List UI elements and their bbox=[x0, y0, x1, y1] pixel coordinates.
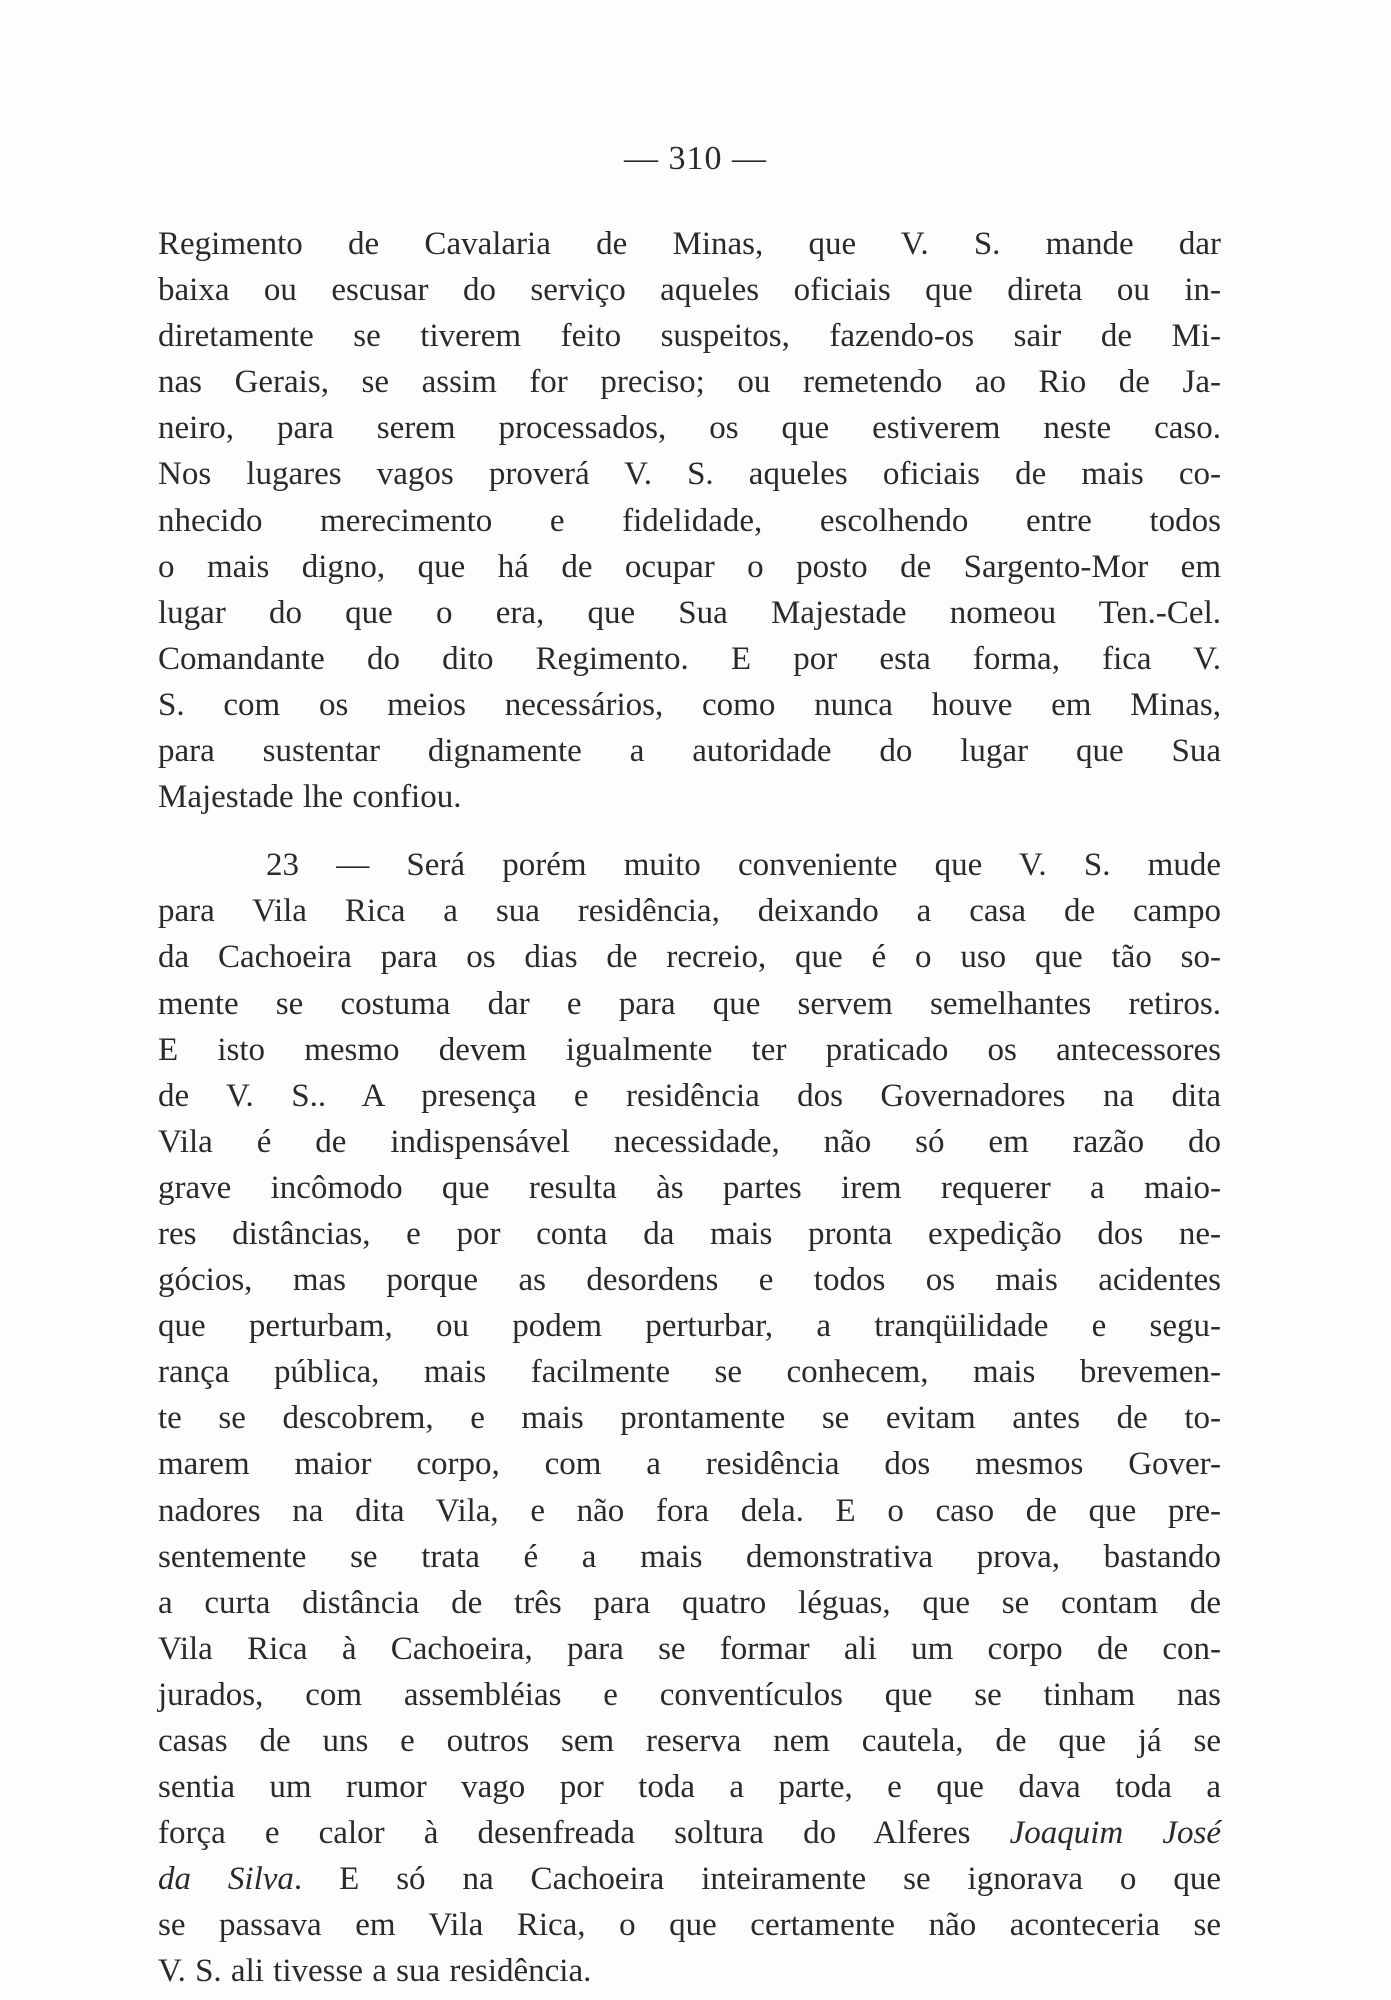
person-name-italic: Joaquim José bbox=[1009, 1815, 1221, 1852]
text-line: neiro, para serem processados, os que estiverem neste caso. bbox=[158, 410, 1221, 447]
text-line: rança pública, mais facilmente se conhecem, mais brevemen- bbox=[158, 1354, 1221, 1391]
text-line: gócios, mas porque as desordens e todos os mais acidentes bbox=[158, 1262, 1221, 1299]
text-line: nas Gerais, se assim for preciso; ou remetendo ao Rio de Ja- bbox=[158, 364, 1221, 401]
paragraph-1 bbox=[158, 221, 1221, 820]
text-line: res distâncias, e por conta da mais pronta expedição dos ne- bbox=[158, 1215, 1221, 1252]
text-line: Majestade lhe confiou. bbox=[158, 779, 462, 816]
text-line: que perturbam, ou podem perturbar, a tranqüilidade e segu- bbox=[158, 1308, 1221, 1345]
text-line: se passava em Vila Rica, o que certamente não aconteceria se bbox=[158, 1907, 1221, 1944]
text-line: Vila é de indispensável necessidade, não só em razão do bbox=[158, 1123, 1221, 1160]
text-line: para sustentar dignamente a autoridade do lugar que Sua bbox=[158, 733, 1221, 770]
text-line: da Cachoeira para os dias de recreio, que é o uso que tão so- bbox=[158, 939, 1221, 976]
text-line: Regimento de Cavalaria de Minas, que V. S. mande dar bbox=[158, 226, 1221, 262]
text-line: jurados, com assembléias e conventículos que se tinham nas bbox=[158, 1676, 1221, 1713]
text-line: sentia um rumor vago por toda a parte, e que dava toda a bbox=[158, 1769, 1221, 1806]
text-line: nadores na dita Vila, e não fora dela. E o caso de que pre- bbox=[158, 1492, 1221, 1529]
text-line-with-name bbox=[158, 1856, 1221, 1902]
text-line-indented: 23 — Será porém muito conveniente que V. S. mude bbox=[266, 847, 1221, 884]
paragraph-2 bbox=[158, 842, 1221, 1994]
text-line: a curta distância de três para quatro léguas, que se contam de bbox=[158, 1584, 1221, 1621]
text-line: S. com os meios necessários, como nunca houve em Minas, bbox=[158, 686, 1221, 723]
page-number: — 310 — bbox=[624, 140, 767, 177]
text-line: lugar do que o era, que Sua Majestade nomeou Ten.-Cel. bbox=[158, 594, 1221, 631]
text-line: grave incômodo que resulta às partes irem requerer a maio- bbox=[158, 1169, 1221, 1206]
text-line: o mais digno, que há de ocupar o posto de Sargento-Mor em bbox=[158, 548, 1221, 585]
paragraph-spacer bbox=[158, 820, 1221, 842]
text-line: nhecido merecimento e fidelidade, escolhendo entre todos bbox=[158, 502, 1221, 539]
line-text: . E só na Cachoeira inteiramente se ignorava o que bbox=[293, 1861, 1221, 1898]
text-line: mente se costuma dar e para que servem semelhantes retiros. bbox=[158, 985, 1221, 1022]
text-line: E isto mesmo devem igualmente ter praticado os antecessores bbox=[158, 1031, 1221, 1068]
text-line: Vila Rica à Cachoeira, para se formar ali um corpo de con- bbox=[158, 1630, 1221, 1667]
document-body bbox=[158, 221, 1221, 1995]
text-line: V. S. ali tivesse a sua residência. bbox=[158, 1953, 592, 1990]
text-line: marem maior corpo, com a residência dos mesmos Gover- bbox=[158, 1446, 1221, 1483]
text-line: de V. S.. A presença e residência dos Governadores na dita bbox=[158, 1077, 1221, 1114]
text-line: diretamente se tiverem feito suspeitos, fazendo-os sair de Mi- bbox=[158, 318, 1221, 355]
text-line: casas de uns e outros sem reserva nem cautela, de que já se bbox=[158, 1723, 1221, 1759]
text-line-with-name bbox=[158, 1810, 1221, 1856]
text-line: sentemente se trata é a mais demonstrativa prova, bastando bbox=[158, 1538, 1221, 1575]
text-line: Nos lugares vagos proverá V. S. aqueles oficiais de mais co- bbox=[158, 456, 1221, 493]
text-line: para Vila Rica a sua residência, deixando a casa de campo bbox=[158, 893, 1221, 930]
text-line: baixa ou escusar do serviço aqueles oficiais que direta ou in- bbox=[158, 272, 1221, 309]
text-line: Comandante do dito Regimento. E por esta forma, fica V. bbox=[158, 640, 1221, 677]
text-line: te se descobrem, e mais prontamente se evitam antes de to- bbox=[158, 1400, 1221, 1437]
person-name-italic: da Silva bbox=[158, 1861, 294, 1898]
line-text: força e calor à desenfreada soltura do Alferes bbox=[158, 1815, 1010, 1852]
